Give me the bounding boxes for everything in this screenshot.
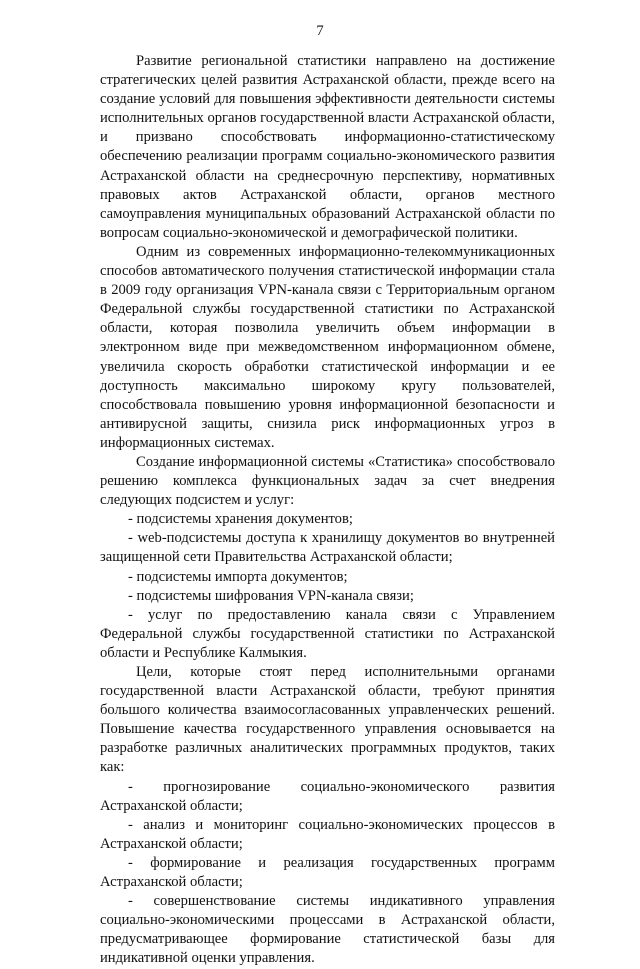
list-item: - подсистемы шифрования VPN-канала связи;: [128, 587, 414, 604]
paragraph-regional-statistics: Развитие региональной статистики направлено на достижение стратегических целей развития Астраханской области, прежде всего на создание условий для повышения эффективности деятельности системы исполнительных органов государственной власти Астраханской области, и призвано способствовать информационно-статистическому обеспечению реализации программ социально-экономического развития Астраханской области на среднесрочную перспективу, нормативных правовых актов Астраханской области, органов местного самоуправления муниципальных образований Астраханской области по вопросам социально-экономической и демографической политики.: [100, 53, 555, 241]
list-item: - совершенствование системы индикативного управления социально-экономическими процессами в Астраханской области, предусматривающее формирование статистической базы для индикативной оценки управления.: [100, 893, 555, 967]
list-item: - подсистемы импорта документов;: [128, 568, 348, 585]
body-text: [100, 52, 555, 969]
list-item: - прогнозирование социально-экономического развития Астраханской области;: [100, 778, 555, 814]
list-item: - анализ и мониторинг социально-экономических процессов в Астраханской области;: [100, 816, 555, 852]
paragraph-goals: Цели, которые стоят перед исполнительными органами государственной власти Астраханской области, требуют принятия большого количества взаимосогласованных управленческих решений. Повышение качества государственного управления основывается на разработке различных аналитических программных продуктов, таких как:: [100, 664, 555, 776]
paragraph-statistics-system: Создание информационной системы «Статистика» способствовало решению комплекса функциональных задач за счет внедрения следующих подсистем и услуг:: [100, 453, 555, 509]
list-item: - формирование и реализация государственных программ Астраханской области;: [100, 854, 555, 891]
list-item: - подсистемы хранения документов;: [128, 511, 353, 528]
list-item: - web-подсистемы доступа к хранилищу документов во внутренней защищенной сети Правительства Астраханской области;: [100, 530, 555, 566]
page-number: 7: [316, 23, 324, 39]
list-item: - услуг по предоставлению канала связи с Управлением Федеральной службы государственной статистики по Астраханской области и Республике Калмыкия.: [100, 606, 555, 661]
paragraph-vpn-channel: Одним из современных информационно-телекоммуникационных способов автоматического получения статистической информации стала в 2009 году организация VPN-канала связи с Территориальным органом Федеральной службы государственной статистики по Астраханской области, которая позволила увеличить объем информации в электронном виде при межведомственном информационном обмене, увеличила скорость обработки статистической информации и ее доступность максимально широкому кругу пользователей, способствовала повышению уровня информационной безопасности и антивирусной защиты, снизила риск информационных угроз в информационных системах.: [100, 243, 555, 451]
